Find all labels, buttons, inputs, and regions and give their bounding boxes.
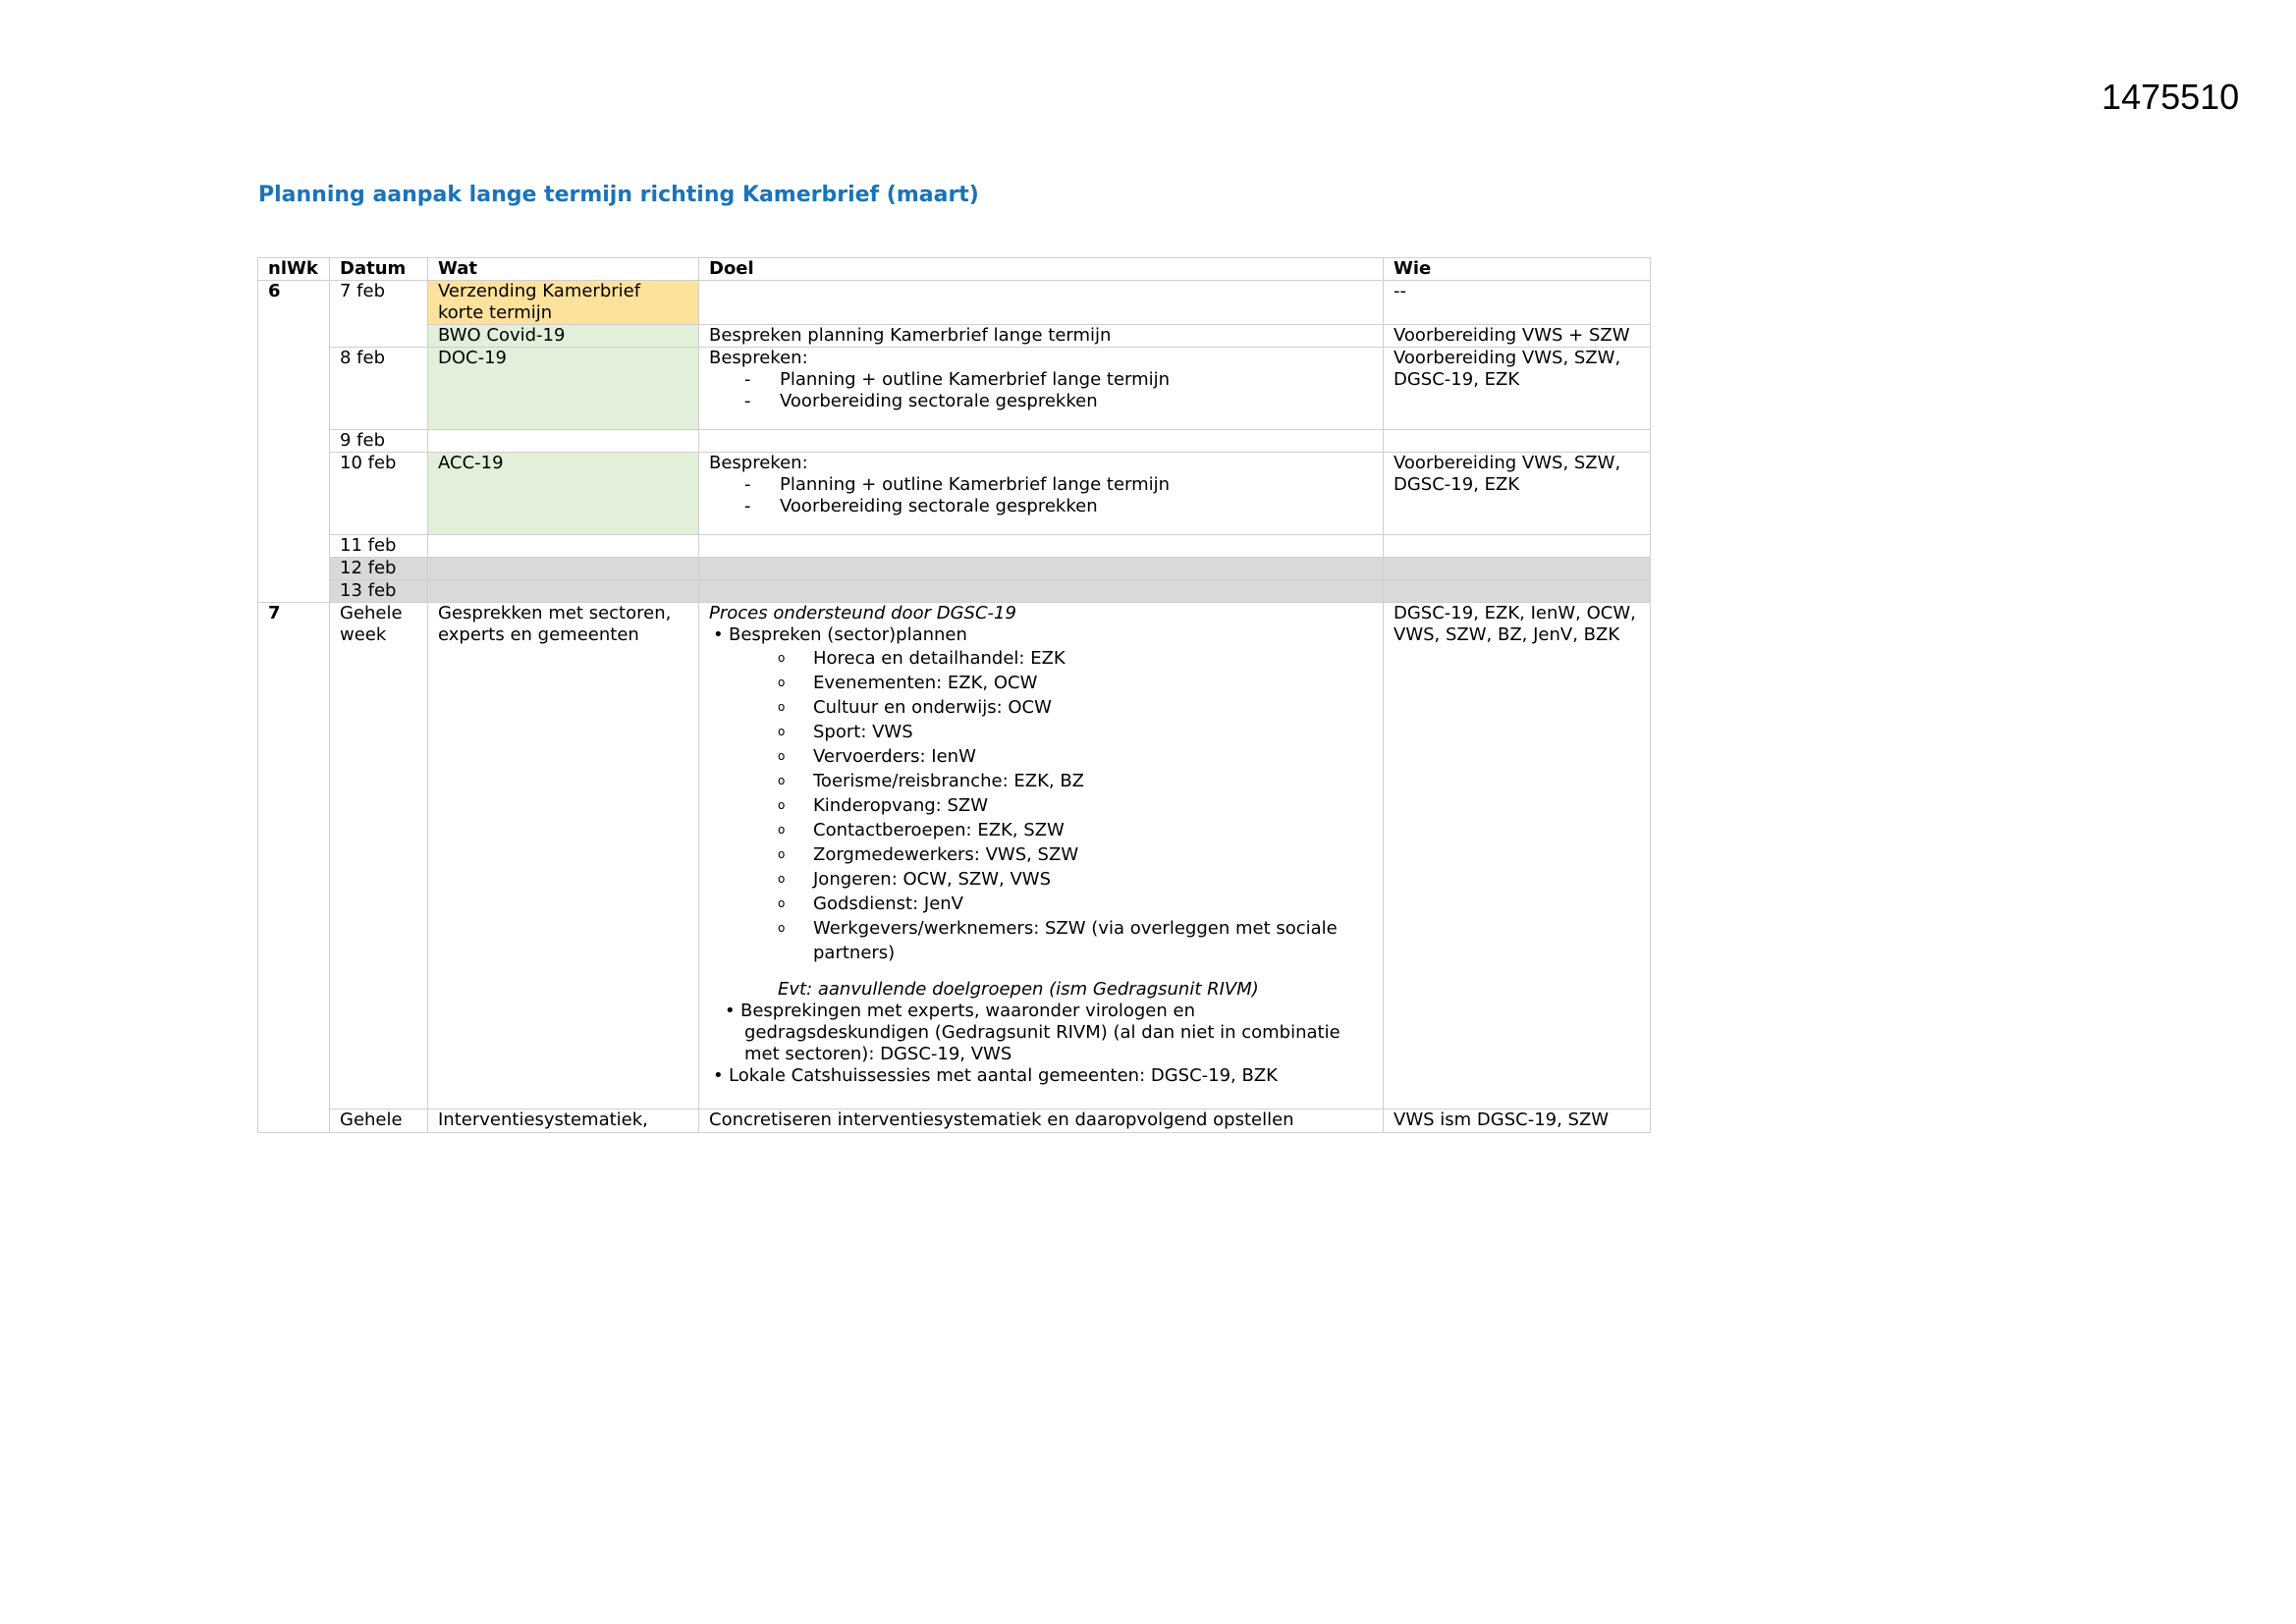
header-week: nlWk xyxy=(258,258,330,281)
what-cell: BWO Covid-19 xyxy=(428,325,699,348)
who-cell xyxy=(1384,430,1651,453)
who-cell xyxy=(1384,535,1651,558)
table-row xyxy=(258,348,1651,430)
what-cell: Gesprekken met sectoren, experts en gemeenten xyxy=(428,603,699,1110)
goal-list xyxy=(709,474,1373,517)
who-cell: Voorbereiding VWS, SZW, DGSC-19, EZK xyxy=(1384,348,1651,430)
bullet-item: • Lokale Catshuissessies met aantal gemeenten: DGSC-19, BZK xyxy=(709,1065,1373,1087)
who-cell: -- xyxy=(1384,281,1651,325)
list-item: - Planning + outline Kamerbrief lange termijn xyxy=(709,369,1373,391)
list-item: o Toerisme/reisbranche: EZK, BZ xyxy=(778,769,1373,793)
bullet-item: • Besprekingen met experts, waaronder virologen en gedragsdeskundigen (Gedragsunit RIVM) (al dan niet in combinatie met sectoren): DGSC-19, VWS xyxy=(709,1001,1373,1065)
list-item: - Voorbereiding sectorale gesprekken xyxy=(709,391,1373,412)
header-who: Wie xyxy=(1384,258,1651,281)
table-row xyxy=(258,580,1651,603)
date-cell: 9 feb xyxy=(330,430,428,453)
goal-cell xyxy=(699,348,1384,430)
header-date: Datum xyxy=(330,258,428,281)
table-row xyxy=(258,603,1651,1110)
goal-cell xyxy=(699,580,1384,603)
table-row xyxy=(258,453,1651,535)
list-item: o Horeca en detailhandel: EZK xyxy=(778,646,1373,671)
week-cell: 7 xyxy=(258,603,330,1133)
planning-table xyxy=(257,257,1651,1133)
who-cell: DGSC-19, EZK, IenW, OCW, VWS, SZW, BZ, JenV, BZK xyxy=(1384,603,1651,1110)
date-cell: 12 feb xyxy=(330,558,428,580)
bullet-item: • Bespreken (sector)plannen xyxy=(709,624,1373,646)
table-row xyxy=(258,1110,1651,1133)
table-row xyxy=(258,535,1651,558)
date-cell: 10 feb xyxy=(330,453,428,535)
goal-intro: Bespreken: xyxy=(709,348,808,368)
list-item: o Kinderopvang: SZW xyxy=(778,793,1373,818)
date-cell: Gehele week xyxy=(330,603,428,1110)
date-cell: 13 feb xyxy=(330,580,428,603)
goal-cell xyxy=(699,281,1384,325)
goal-cell xyxy=(699,558,1384,580)
week-cell: 6 xyxy=(258,281,330,603)
goal-cell xyxy=(699,535,1384,558)
who-cell: Voorbereiding VWS, SZW, DGSC-19, EZK xyxy=(1384,453,1651,535)
list-item: o Vervoerders: IenW xyxy=(778,744,1373,769)
who-cell: VWS ism DGSC-19, SZW xyxy=(1384,1110,1651,1133)
who-cell: Voorbereiding VWS + SZW xyxy=(1384,325,1651,348)
list-item: o Zorgmedewerkers: VWS, SZW xyxy=(778,842,1373,867)
list-item: o Jongeren: OCW, SZW, VWS xyxy=(778,867,1373,892)
what-cell: ACC-19 xyxy=(428,453,699,535)
header-what: Wat xyxy=(428,258,699,281)
date-cell: 7 feb xyxy=(330,281,428,348)
goal-cell xyxy=(699,430,1384,453)
page-title: Planning aanpak lange termijn richting Kamerbrief (maart) xyxy=(258,183,979,207)
list-item: - Planning + outline Kamerbrief lange termijn xyxy=(709,474,1373,496)
date-cell: 8 feb xyxy=(330,348,428,430)
what-cell: DOC-19 xyxy=(428,348,699,430)
goal-list xyxy=(709,369,1373,412)
table-row xyxy=(258,281,1651,325)
what-cell xyxy=(428,430,699,453)
goal-cell: Concretiseren interventiesystematiek en daaropvolgend opstellen xyxy=(699,1110,1384,1133)
what-cell: Interventiesystematiek, xyxy=(428,1110,699,1133)
goal-intro: Proces ondersteund door DGSC-19 xyxy=(709,603,1016,623)
goal-intro: Bespreken: xyxy=(709,453,808,473)
list-item: o Cultuur en onderwijs: OCW xyxy=(778,695,1373,720)
list-item: o Evenementen: EZK, OCW xyxy=(778,671,1373,695)
goal-cell xyxy=(699,453,1384,535)
list-item: o Godsdienst: JenV xyxy=(778,892,1373,916)
document-id: 1475510 xyxy=(2102,77,2240,117)
what-cell xyxy=(428,580,699,603)
sector-list xyxy=(709,646,1373,965)
who-cell xyxy=(1384,558,1651,580)
goal-cell: Bespreken planning Kamerbrief lange termijn xyxy=(699,325,1384,348)
date-cell: 11 feb xyxy=(330,535,428,558)
extra-target-groups: Evt: aanvullende doelgroepen (ism Gedragsunit RIVM) xyxy=(778,979,1259,1000)
table-row xyxy=(258,325,1651,348)
list-item: o Sport: VWS xyxy=(778,720,1373,744)
what-cell xyxy=(428,535,699,558)
list-item: o Werkgevers/werknemers: SZW (via overleggen met sociale partners) xyxy=(778,916,1373,965)
table-header-row xyxy=(258,258,1651,281)
what-cell: Verzending Kamerbrief korte termijn xyxy=(428,281,699,325)
what-cell xyxy=(428,558,699,580)
goal-cell xyxy=(699,603,1384,1110)
list-item: - Voorbereiding sectorale gesprekken xyxy=(709,496,1373,517)
who-cell xyxy=(1384,580,1651,603)
date-cell: Gehele xyxy=(330,1110,428,1133)
list-item: o Contactberoepen: EZK, SZW xyxy=(778,818,1373,842)
table-row xyxy=(258,558,1651,580)
table-row xyxy=(258,430,1651,453)
header-goal: Doel xyxy=(699,258,1384,281)
